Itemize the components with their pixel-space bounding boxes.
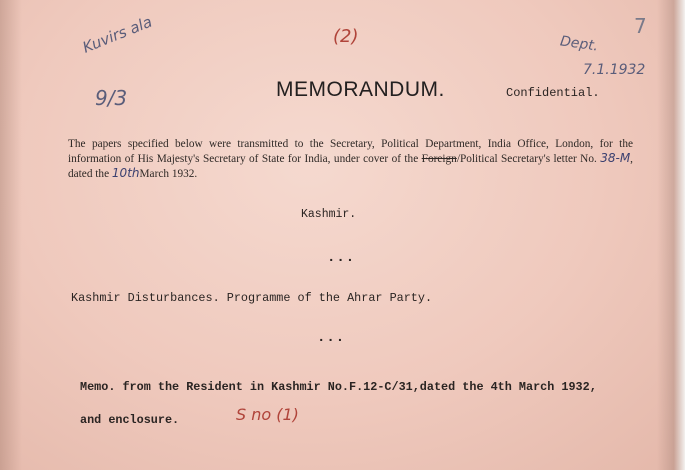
paper-edge-shadow-right <box>657 0 685 470</box>
memo-reference-line: Memo. from the Resident in Kashmir No.F.12-C/31,dated the 4th March 1932, <box>80 380 597 394</box>
intro-text-part2: /Political Secretary's letter No. <box>456 153 601 165</box>
document-heading: MEMORANDUM. <box>276 78 445 101</box>
handwritten-note-right: Dept. <box>559 33 600 55</box>
struck-word: Foreign <box>421 153 457 165</box>
memo-enclosure-line: and enclosure. <box>80 413 180 427</box>
intro-text-part4: March 1932. <box>139 168 198 180</box>
separator-dots-2: ... <box>317 330 346 346</box>
handwritten-serial-number: S no (1) <box>236 405 299 424</box>
handwritten-note-left: Kuvirs ala <box>80 12 155 57</box>
paper-edge-shadow-left <box>0 0 22 470</box>
corner-page-number: 7 <box>634 14 647 38</box>
intro-text-part3: , dated the <box>68 153 633 180</box>
handwritten-date-right: 7.1.1932 <box>583 62 646 78</box>
intro-paragraph <box>68 137 633 181</box>
intro-text-part1: The papers specified below were transmitted to the Secretary, Political Department, India Office, London, for the information of His Majesty's Secretary of State for India, under cover of the <box>68 138 633 165</box>
classification-label: Confidential. <box>506 86 600 100</box>
handwritten-number-left: 9/3 <box>95 86 128 110</box>
subject-line: Kashmir Disturbances. Programme of the Ahrar Party. <box>71 291 433 305</box>
red-page-number: (2) <box>333 26 359 47</box>
separator-dots-1: ... <box>327 250 356 266</box>
letter-day: 10th <box>111 166 140 180</box>
state-heading: Kashmir. <box>301 208 357 221</box>
letter-number: 38-M <box>600 151 631 165</box>
